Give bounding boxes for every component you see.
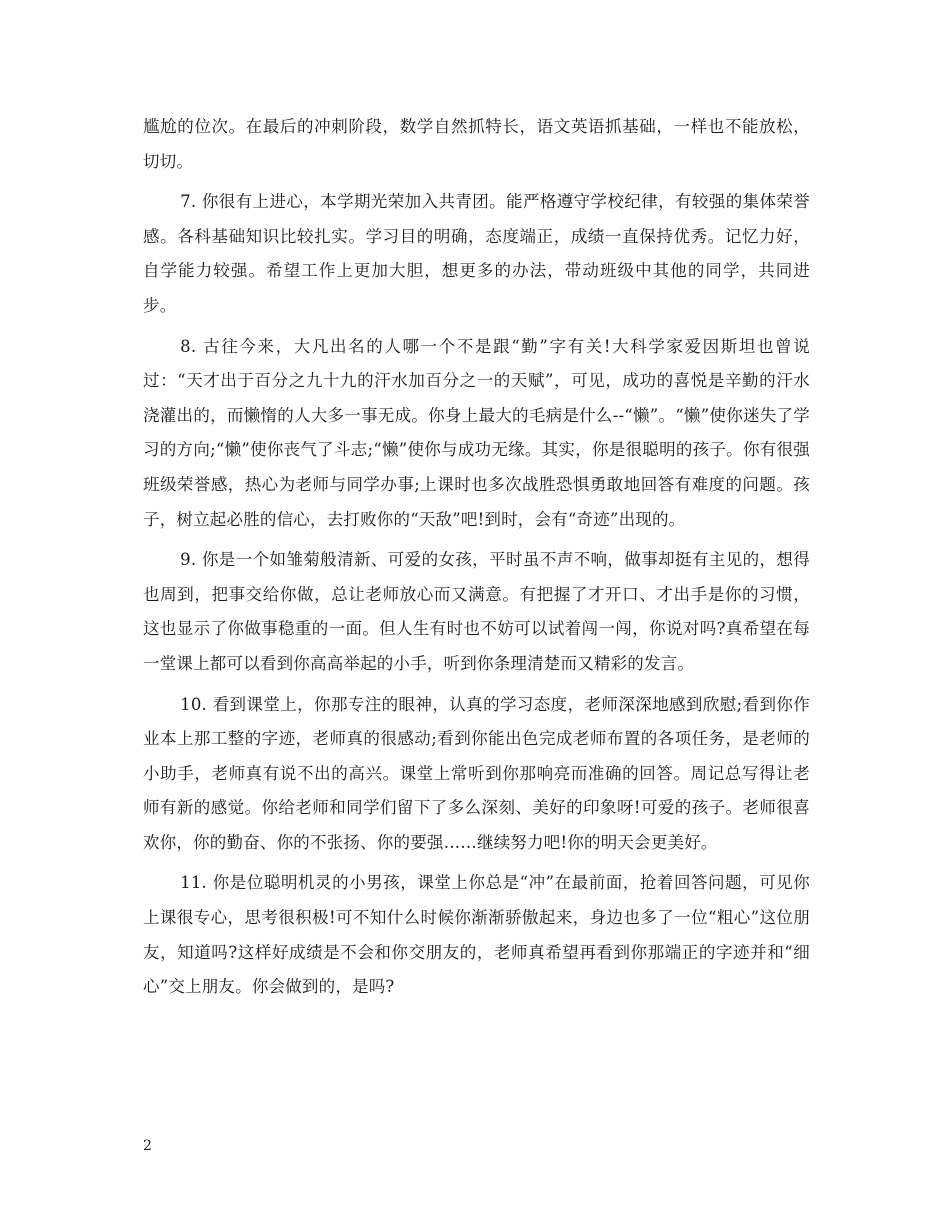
document-body <box>143 110 810 1011</box>
paragraph-item-8: 8. 古往今来，大凡出名的人哪一个不是跟“勤”字有关!大科学家爱因斯坦也曾说过：“天才出于百分之九十九的汗水加百分之一的天赋”，可见，成功的喜悦是辛勤的汗水浇灌出的，而懒惰的人大多一事无成。你身上最大的毛病是什么--“懒”。“懒”使你迷失了学习的方向;“懒”使你丧气了斗志;“懒”使你与成功无缘。其实，你是很聪明的孩子。你有很强班级荣誉感，热心为老师与同学办事;上课时也多次战胜恐惧勇敢地回答有难度的问题。孩子，树立起必胜的信心，去打败你的“天敌”吧!到时，会有“奇迹”出现的。 <box>143 336 810 529</box>
paragraph-item-10: 10. 看到课堂上，你那专注的眼神，认真的学习态度，老师深深地感到欣慰;看到你作业本上那工整的字迹，老师真的很感动;看到你能出色完成老师布置的各项任务，是老师的小助手，老师真有说不出的高兴。课堂上常听到你那响亮而准确的回答。周记总写得让老师有新的感觉。你给老师和同学们留下了多么深刻、美好的印象呀!可爱的孩子。老师很喜欢你，你的勤奋、你的不张扬、你的要强……继续努力吧!你的明天会更美好。 <box>143 694 810 852</box>
paragraph-item-9: 9. 你是一个如雏菊般清新、可爱的女孩，平时虽不声不响，做事却挺有主见的，想得也周到，把事交给你做，总让老师放心而又满意。有把握了才开口、才出手是你的习惯，这也显示了你做事稳重的一面。但人生有时也不妨可以试着闯一闯，你说对吗?真希望在每一堂课上都可以看到你高高举起的小手，听到你条理清楚而又精彩的发言。 <box>143 550 810 673</box>
page-number: 2 <box>143 1138 152 1154</box>
paragraph-item-7: 7. 你很有上进心，本学期光荣加入共青团。能严格遵守学校纪律，有较强的集体荣誉感。各科基础知识比较扎实。学习目的明确，态度端正，成绩一直保持优秀。记忆力好，自学能力较强。希望工作上更加大胆，想更多的办法，带动班级中其他的同学，共同进步。 <box>143 192 810 315</box>
paragraph-continuation: 尴尬的位次。在最后的冲刺阶段，数学自然抓特长，语文英语抓基础，一样也不能放松，切切。 <box>143 117 810 171</box>
paragraph-item-11: 11. 你是位聪明机灵的小男孩，课堂上你总是“冲”在最前面，抢着回答问题，可见你上课很专心，思考很积极!可不知什么时候你渐渐骄傲起来，身边也多了一位“粗心”这位朋友，知道吗?这样好成绩是不会和你交朋友的，老师真希望再看到你那端正的字迹并和“细心”交上朋友。你会做到的，是吗? <box>143 873 810 997</box>
